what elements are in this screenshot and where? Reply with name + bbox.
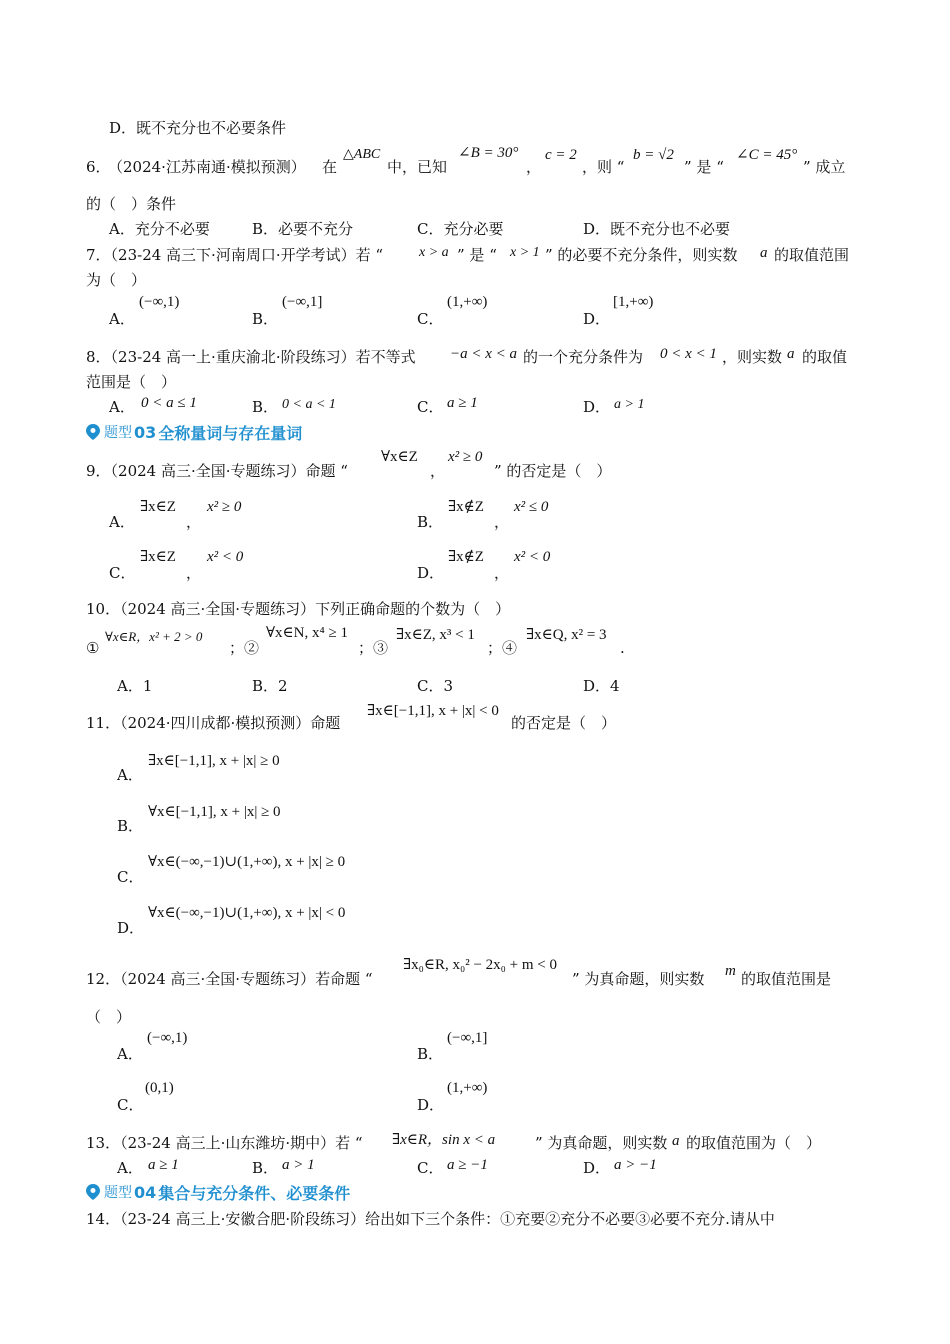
q13-option-d-value: a > −1 xyxy=(614,1157,657,1173)
q9-comma: ， xyxy=(430,462,446,480)
q7-line1: 7．（23-24 高三下·河南周口·开学考试）若 “ xyxy=(86,246,384,264)
q7-option-a-label: A． xyxy=(109,310,135,328)
q9-option-d-expr: x² < 0 xyxy=(514,549,551,565)
q7-line2: 为（ ） xyxy=(86,271,147,289)
heading-title: 全称量词与存在量词 xyxy=(158,423,303,443)
q6-line2: 的（ ）条件 xyxy=(86,195,177,213)
q13-option-c-value: a ≥ −1 xyxy=(447,1157,488,1173)
q7-option-b-label: B． xyxy=(252,310,279,328)
q10-statement-3: ∃x∈Z, x³ < 1 xyxy=(396,627,475,643)
section-heading-03 xyxy=(86,420,302,444)
q10-circle-1: ① xyxy=(86,639,100,657)
q8-text: 的一个充分条件为 xyxy=(523,348,644,366)
q13-option-b-label: B． xyxy=(252,1159,279,1177)
heading-label: 题型 xyxy=(104,1185,132,1201)
q8-line2: 范围是（ ） xyxy=(86,373,177,391)
q6-comma: ， xyxy=(526,158,542,176)
q7-text: 的取值范围 xyxy=(774,246,850,264)
q8-option-b-label: B． xyxy=(252,398,279,416)
q8-option-d-label: D． xyxy=(583,398,611,416)
q7-option-c-value: (1,+∞) xyxy=(447,294,488,310)
q5-option-d: D．既不充分也不必要条件 xyxy=(109,119,287,137)
q13-math-a: a xyxy=(672,1133,680,1149)
q13-option-a-value: a ≥ 1 xyxy=(148,1157,179,1173)
q8-option-d-value: a > 1 xyxy=(614,397,645,412)
q9-option-b-quant: ∃x∉Z xyxy=(448,499,484,515)
q8-option-c-value: a ≥ 1 xyxy=(447,395,478,411)
heading-label: 题型 xyxy=(104,425,132,441)
q7-option-b-value: (−∞,1] xyxy=(282,294,323,310)
q8-text: 的取值 xyxy=(802,348,848,366)
q12-option-b-label: B． xyxy=(417,1045,444,1063)
q13-math-proposition: ∃x∈R，sin x < a xyxy=(392,1132,496,1148)
q9-option-c-comma: ， xyxy=(186,564,202,582)
q12-option-d-value: (1,+∞) xyxy=(447,1080,488,1096)
q13-line1: 13．（23-24 高三上·山东潍坊·期中）若 “ xyxy=(86,1134,363,1152)
q6-source: （2024·江苏南通·模拟预测） xyxy=(108,158,306,176)
q12-text: 的取值范围是 xyxy=(741,970,832,988)
q6-text: 中，已知 xyxy=(387,158,448,176)
q13-text: ” 为真命题，则实数 xyxy=(535,1134,668,1152)
q10-period: . xyxy=(620,639,625,657)
q9-option-a-comma: ， xyxy=(186,513,202,531)
q8-option-c-label: C． xyxy=(417,398,444,416)
q11-option-a-label: A． xyxy=(117,766,143,784)
q6-math-triangle: △ABC xyxy=(343,147,381,162)
heading-title: 集合与充分条件、必要条件 xyxy=(158,1183,351,1203)
q6-text: 在 xyxy=(322,158,338,176)
q11-option-c-value: ∀x∈(−∞,−1)∪(1,+∞), x + |x| ≥ 0 xyxy=(148,854,346,870)
q12-option-a-value: (−∞,1) xyxy=(147,1030,188,1046)
q9-option-c-quant: ∃x∈Z xyxy=(140,549,176,565)
q6-math-b: b = √2 xyxy=(633,147,674,163)
q10-statement-2: ∀x∈N, x⁴ ≥ 1 xyxy=(266,625,348,641)
q9-math-forall: ∀x∈Z xyxy=(381,449,418,465)
q7-math-x-gt-1: x > 1 xyxy=(510,245,540,260)
q7-option-a-value: (−∞,1) xyxy=(139,294,180,310)
q7-math-a: a xyxy=(760,245,768,261)
q12-option-c-label: C． xyxy=(117,1096,144,1114)
q7-text: ” 是 “ xyxy=(457,246,497,264)
q11-option-d-value: ∀x∈(−∞,−1)∪(1,+∞), x + |x| < 0 xyxy=(148,905,346,921)
q6-text: ” 是 “ xyxy=(684,158,724,176)
q12-math-proposition: ∃x₀∈R, x₀² − 2x₀ + m < 0 xyxy=(403,957,557,973)
q9-math-square: x² ≥ 0 xyxy=(448,449,483,465)
question-14-line1: 14．（23-24 高三上·安徽合肥·阶段练习）给出如下三个条件：①充要②充分不必要③必要不充分.请从中 xyxy=(86,1210,775,1228)
q9-line1: 9．（2024 高三·全国·专题练习）命题 “ xyxy=(86,462,348,480)
q11-line1: 11．（2024·四川成都·模拟预测）命题 xyxy=(86,714,341,732)
q10-statement-4: ∃x∈Q, x² = 3 xyxy=(526,627,607,643)
q9-text: ” 的否定是（ ） xyxy=(494,462,612,480)
q9-option-b-expr: x² ≤ 0 xyxy=(514,499,549,515)
q9-option-b-label: B． xyxy=(417,513,444,531)
q6-option-a: A．充分不必要 xyxy=(109,220,210,238)
q13-option-c-label: C． xyxy=(417,1159,444,1177)
q7-math-x-gt-a: x > a xyxy=(419,245,449,260)
location-pin-icon xyxy=(86,424,100,440)
q10-line1: 10．（2024 高三·全国·专题练习）下列正确命题的个数为（ ） xyxy=(86,600,511,618)
q9-option-b-comma: ， xyxy=(494,513,510,531)
q6-option-b: B．必要不充分 xyxy=(252,220,354,238)
heading-number: 03 xyxy=(134,422,157,442)
section-heading-04 xyxy=(86,1180,350,1204)
q7-option-d-label: D． xyxy=(583,310,611,328)
q11-option-c-label: C． xyxy=(117,868,144,886)
q12-option-b-value: (−∞,1] xyxy=(447,1030,488,1046)
q7-option-d-value: [1,+∞) xyxy=(613,294,654,310)
q7-text: ” 的必要不充分条件，则实数 xyxy=(545,246,738,264)
q10-statement-1: ∀x∈R，x² + 2 > 0 xyxy=(105,629,203,644)
heading-number: 04 xyxy=(134,1182,157,1202)
q12-text: ” 为真命题，则实数 xyxy=(572,970,705,988)
q6-option-c: C．充分必要 xyxy=(417,220,504,238)
q8-text: ，则实数 xyxy=(722,348,783,366)
q12-option-d-label: D． xyxy=(417,1096,445,1114)
q10-circle-3: ；③ xyxy=(358,639,389,657)
q9-option-c-label: C． xyxy=(109,564,136,582)
q10-circle-4: ；④ xyxy=(487,639,518,657)
q11-option-d-label: D． xyxy=(117,919,145,937)
q6-number: 6． xyxy=(86,158,111,176)
q11-text: 的否定是（ ） xyxy=(511,714,617,732)
q11-option-a-value: ∃x∈[−1,1], x + |x| ≥ 0 xyxy=(148,753,280,769)
q9-option-a-label: A． xyxy=(109,513,135,531)
q6-math-angle-c: ∠C = 45° xyxy=(736,147,798,163)
q8-option-a-value: 0 < a ≤ 1 xyxy=(141,395,197,411)
q9-option-c-expr: x² < 0 xyxy=(207,549,244,565)
q8-line1: 8．（23-24 高一上·重庆渝北·阶段练习）若不等式 xyxy=(86,348,416,366)
q9-option-a-quant: ∃x∈Z xyxy=(140,499,176,515)
location-pin-icon xyxy=(86,1184,100,1200)
q12-option-c-value: (0,1) xyxy=(145,1080,174,1096)
q13-option-d-label: D． xyxy=(583,1159,611,1177)
q9-option-d-comma: ， xyxy=(494,564,510,582)
q10-option-d: D．4 xyxy=(583,677,620,695)
q7-option-c-label: C． xyxy=(417,310,444,328)
q9-option-d-quant: ∃x∉Z xyxy=(448,549,484,565)
q9-option-d-label: D． xyxy=(417,564,445,582)
q6-math-angle-b: ∠B = 30° xyxy=(458,145,519,161)
q6-option-d: D．既不充分也不必要 xyxy=(583,220,731,238)
q10-circle-2: ；② xyxy=(229,639,260,657)
q10-option-b: B．2 xyxy=(252,677,288,695)
q6-text: ” 成立 xyxy=(803,158,846,176)
q11-math-proposition: ∃x∈[−1,1], x + |x| < 0 xyxy=(367,703,499,719)
q8-option-a-label: A． xyxy=(109,398,135,416)
q8-option-b-value: 0 < a < 1 xyxy=(282,397,336,412)
q12-math-m: m xyxy=(725,963,736,979)
q12-option-a-label: A． xyxy=(117,1045,143,1063)
q12-line2: （ ） xyxy=(86,1008,132,1026)
q11-option-b-value: ∀x∈[−1,1], x + |x| ≥ 0 xyxy=(148,804,281,820)
q10-option-c: C．3 xyxy=(417,677,454,695)
q8-math-condition: 0 < x < 1 xyxy=(660,346,717,362)
q9-option-a-expr: x² ≥ 0 xyxy=(207,499,242,515)
q12-line1: 12．（2024 高三·全国·专题练习）若命题 “ xyxy=(86,970,373,988)
q6-text: ，则 “ xyxy=(582,158,625,176)
q13-option-a-label: A． xyxy=(117,1159,143,1177)
q8-math-a: a xyxy=(787,346,795,362)
q8-math-inequality: −a < x < a xyxy=(450,346,518,362)
q11-option-b-label: B． xyxy=(117,817,144,835)
q13-option-b-value: a > 1 xyxy=(282,1157,315,1173)
q10-option-a: A．1 xyxy=(117,677,153,695)
q6-math-c: c = 2 xyxy=(545,147,577,163)
q13-text: 的取值范围为（ ） xyxy=(686,1134,822,1152)
